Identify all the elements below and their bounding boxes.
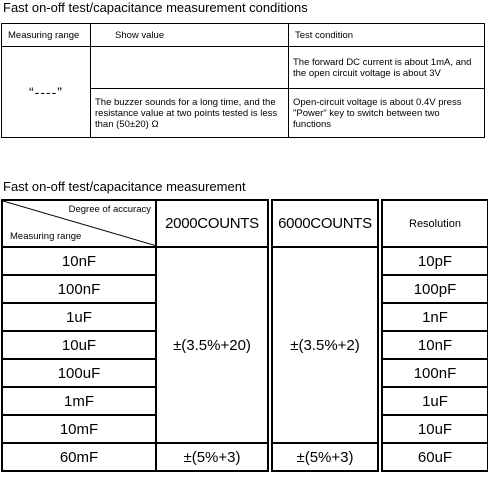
test-condition-cell: The forward DC current is about 1mA, and the open circuit voltage is about 3V bbox=[289, 47, 485, 89]
accuracy-6000-cell: ±(3.5%+2) bbox=[272, 247, 378, 443]
show-value-cell bbox=[91, 47, 289, 89]
capacitance-header-row bbox=[2, 200, 488, 247]
range-cell: 1uF bbox=[2, 303, 156, 331]
range-cell: 10uF bbox=[2, 331, 156, 359]
accuracy-2000-cell: ±(5%+3) bbox=[156, 443, 268, 471]
header-measuring-range: Measuring range bbox=[10, 231, 82, 242]
header-diagonal-cell bbox=[2, 200, 156, 247]
header-test-condition: Test condition bbox=[289, 24, 485, 47]
resolution-cell: 10pF bbox=[382, 247, 488, 275]
header-measuring-range: Measuring range bbox=[2, 24, 91, 47]
range-cell: 1mF bbox=[2, 387, 156, 415]
resolution-cell: 60uF bbox=[382, 443, 488, 471]
table-row bbox=[2, 443, 488, 471]
resolution-cell: 100nF bbox=[382, 359, 488, 387]
accuracy-6000-cell: ±(5%+3) bbox=[272, 443, 378, 471]
header-degree-of-accuracy: Degree of accuracy bbox=[68, 204, 151, 215]
range-cell: 100uF bbox=[2, 359, 156, 387]
conditions-row bbox=[2, 47, 485, 89]
header-2000-counts: 2000COUNTS bbox=[156, 200, 268, 247]
section1-title: Fast on-off test/capacitance measurement conditions bbox=[3, 0, 308, 15]
conditions-table bbox=[1, 23, 485, 138]
resolution-cell: 1uF bbox=[382, 387, 488, 415]
resolution-cell: 10uF bbox=[382, 415, 488, 443]
capacitance-table bbox=[1, 199, 488, 472]
header-resolution: Resolution bbox=[382, 200, 488, 247]
conditions-header-row bbox=[2, 24, 485, 47]
test-condition-cell: Open-circuit voltage is about 0.4V press "Power" key to switch between two functions bbox=[289, 89, 485, 138]
range-cell: 10nF bbox=[2, 247, 156, 275]
range-cell: 100nF bbox=[2, 275, 156, 303]
section2-title: Fast on-off test/capacitance measurement bbox=[3, 179, 246, 194]
range-dash-value: “----” bbox=[2, 47, 91, 138]
header-show-value: Show value bbox=[91, 24, 289, 47]
show-value-cell: The buzzer sounds for a long time, and the resistance value at two points tested is less than (50±20) Ω bbox=[91, 89, 289, 138]
resolution-cell: 10nF bbox=[382, 331, 488, 359]
resolution-cell: 100pF bbox=[382, 275, 488, 303]
header-6000-counts: 6000COUNTS bbox=[272, 200, 378, 247]
resolution-cell: 1nF bbox=[382, 303, 488, 331]
range-cell: 10mF bbox=[2, 415, 156, 443]
accuracy-2000-cell: ±(3.5%+20) bbox=[156, 247, 268, 443]
range-cell: 60mF bbox=[2, 443, 156, 471]
table-row bbox=[2, 247, 488, 275]
